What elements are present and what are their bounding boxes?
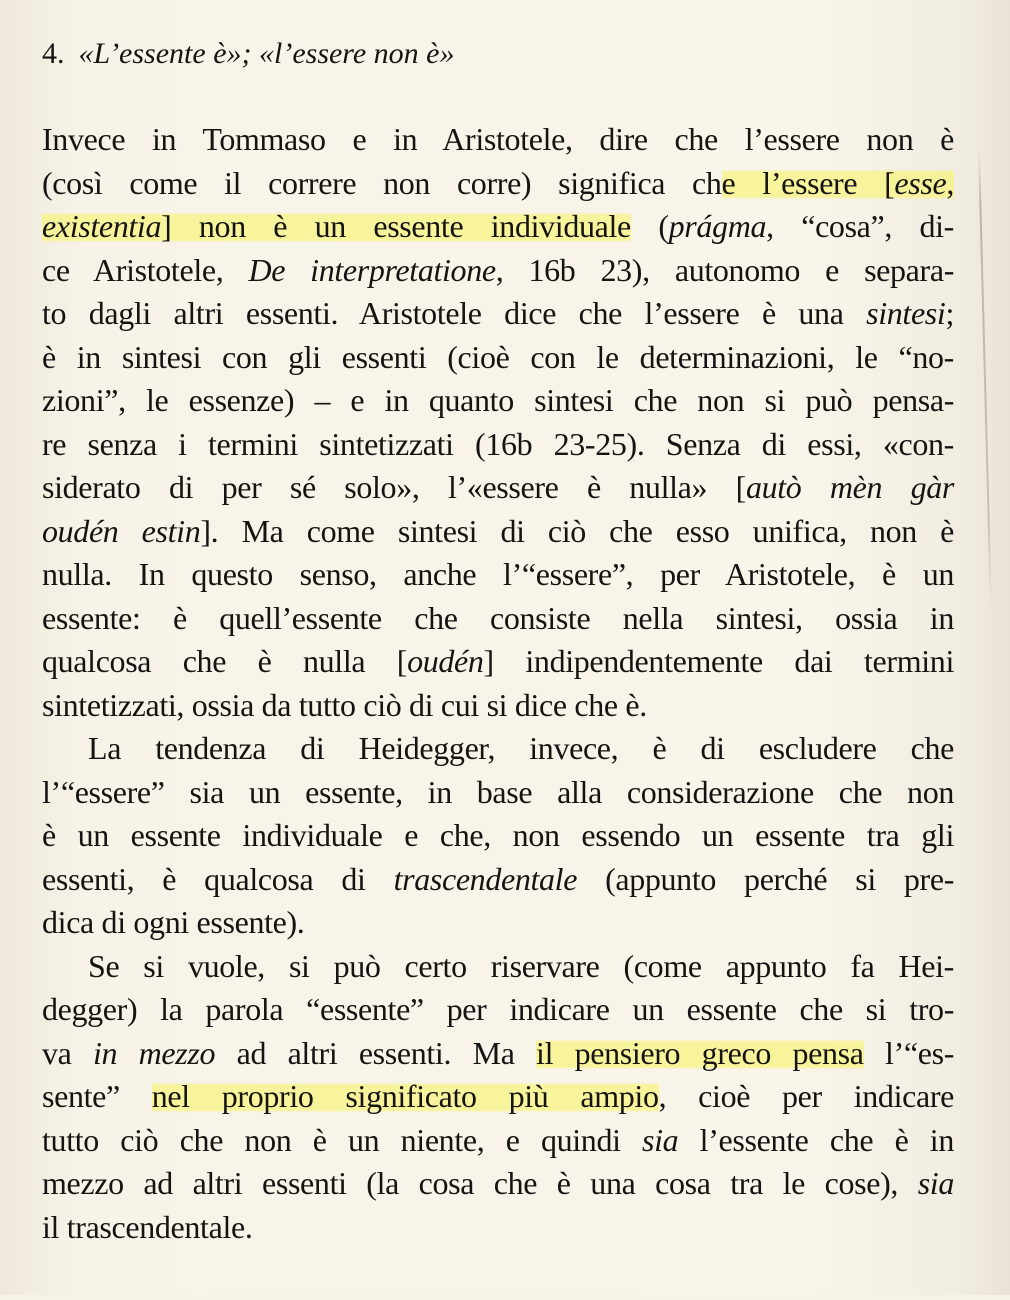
text-segment: Se si vuole, si può certo riservare (come appunto fa Hei- — [88, 947, 954, 984]
text-line — [42, 510, 954, 554]
highlighted-text: existentia — [42, 208, 162, 244]
text-segment: l’essente che è in — [678, 1121, 954, 1158]
text-segment: , “cosa”, di- — [766, 208, 954, 244]
text-line — [42, 684, 954, 728]
paragraph-3 — [42, 945, 954, 1250]
text-line — [42, 1119, 954, 1163]
text-segment: re senza i termini sintetizzati (16b 23-25). Senza di essi, «con- — [42, 425, 954, 462]
text-segment: tutto ciò che non è un niente, e quindi — [42, 1121, 643, 1158]
text-line — [42, 292, 954, 336]
text-line — [42, 1032, 954, 1076]
text-line — [42, 1162, 954, 1206]
text-line — [42, 205, 954, 249]
body-text — [42, 118, 954, 1249]
text-line — [42, 771, 954, 815]
text-line — [42, 945, 954, 989]
text-segment: ; — [945, 295, 954, 331]
text-line — [42, 553, 954, 597]
text-segment: (così come il correre non corre) significa ch — [42, 164, 722, 201]
section-heading — [42, 36, 455, 72]
text-segment: sintetizzati, ossia da tutto ciò di cui si dice che è. — [42, 686, 647, 723]
text-line — [42, 336, 954, 380]
text-segment: autò mèn gàr — [745, 469, 954, 505]
text-segment: l’“es- — [863, 1034, 954, 1071]
text-line — [42, 901, 954, 945]
text-line — [42, 162, 954, 206]
text-segment: ] indipendentemente dai termini — [483, 643, 954, 679]
text-segment: ( — [630, 208, 669, 244]
text-line — [42, 466, 954, 510]
text-line — [42, 727, 954, 771]
text-segment: De interpretatione — [248, 251, 496, 288]
text-line — [42, 379, 954, 423]
highlighted-text: e l’essere [ — [721, 164, 895, 201]
text-segment: sintesi — [866, 295, 946, 331]
text-segment: sia — [917, 1165, 954, 1201]
text-line — [42, 1206, 954, 1250]
text-line — [42, 249, 954, 293]
text-segment: sia — [642, 1121, 679, 1158]
paragraph-1 — [42, 118, 954, 727]
text-line — [42, 858, 954, 902]
highlighted-text: ] non è un essente individuale — [161, 208, 631, 244]
highlighted-text: il pensiero greco pensa — [536, 1034, 864, 1071]
text-segment: qualcosa che è nulla [ — [42, 643, 408, 679]
text-segment: to dagli altri essenti. Aristotele dice che l’essere è una — [42, 295, 867, 331]
highlighted-text: nel proprio significato più ampio — [151, 1078, 659, 1114]
text-segment: siderato di per sé solo», l’«essere è nulla» [ — [42, 469, 746, 505]
text-line — [42, 423, 954, 467]
text-segment: nulla. In questo senso, anche l’“essere”, per Aristotele, è un — [42, 556, 954, 592]
text-segment: , 16b 23), autonomo e separa- — [495, 251, 954, 288]
text-segment: (appunto perché si pre- — [577, 860, 954, 897]
text-segment: è in sintesi con gli essenti (cioè con le determinazioni, le “no- — [42, 338, 954, 375]
text-line — [42, 1075, 954, 1119]
text-segment: prágma — [668, 208, 767, 244]
paragraph-2 — [42, 727, 954, 945]
text-segment: l’“essere” sia un essente, in base alla considerazione che non — [42, 773, 954, 810]
text-segment: ]. Ma come sintesi di ciò che esso unifica, non è — [200, 512, 954, 549]
text-segment: trascendentale — [393, 860, 578, 897]
highlighted-text: esse — [894, 164, 947, 201]
text-segment: dica di ogni essente). — [42, 904, 305, 940]
text-segment: va — [42, 1034, 93, 1071]
text-segment: essenti, è qualcosa di — [42, 860, 394, 897]
text-segment: Invece in Tommaso e in Aristotele, dire che l’essere non è — [42, 121, 954, 157]
section-number: 4. — [42, 37, 65, 70]
text-segment: il trascendentale. — [42, 1208, 253, 1245]
text-segment: mezzo ad altri essenti (la cosa che è una cosa tra le cose), — [42, 1165, 918, 1201]
text-segment: oudén estin — [42, 512, 201, 549]
text-segment: degger) la parola “essente” per indicare un essente che si tro- — [42, 991, 954, 1027]
text-segment: sente” — [42, 1078, 152, 1114]
text-segment: , cioè per indicare — [658, 1078, 954, 1114]
highlighted-text: , — [946, 164, 954, 201]
text-segment: oudén — [407, 643, 484, 679]
text-segment: zioni”, le essenze) – e in quanto sintesi che non si può pensa- — [42, 382, 954, 418]
text-line — [42, 640, 954, 684]
pencil-margin-mark — [978, 150, 992, 610]
text-segment: è un essente individuale e che, non essendo un essente tra gli — [42, 817, 954, 853]
text-segment: La tendenza di Heidegger, invece, è di escludere che — [88, 730, 954, 766]
text-line — [42, 814, 954, 858]
text-line — [42, 988, 954, 1032]
text-segment: ce Aristotele, — [42, 251, 249, 288]
text-line — [42, 597, 954, 641]
text-segment: in mezzo — [92, 1034, 216, 1071]
text-line — [42, 118, 954, 162]
text-segment: essente: è quell’essente che consiste nella sintesi, ossia in — [42, 599, 954, 636]
section-title: «L’essente è»; «l’essere non è» — [78, 37, 455, 70]
text-segment: ad altri essenti. Ma — [215, 1034, 537, 1071]
